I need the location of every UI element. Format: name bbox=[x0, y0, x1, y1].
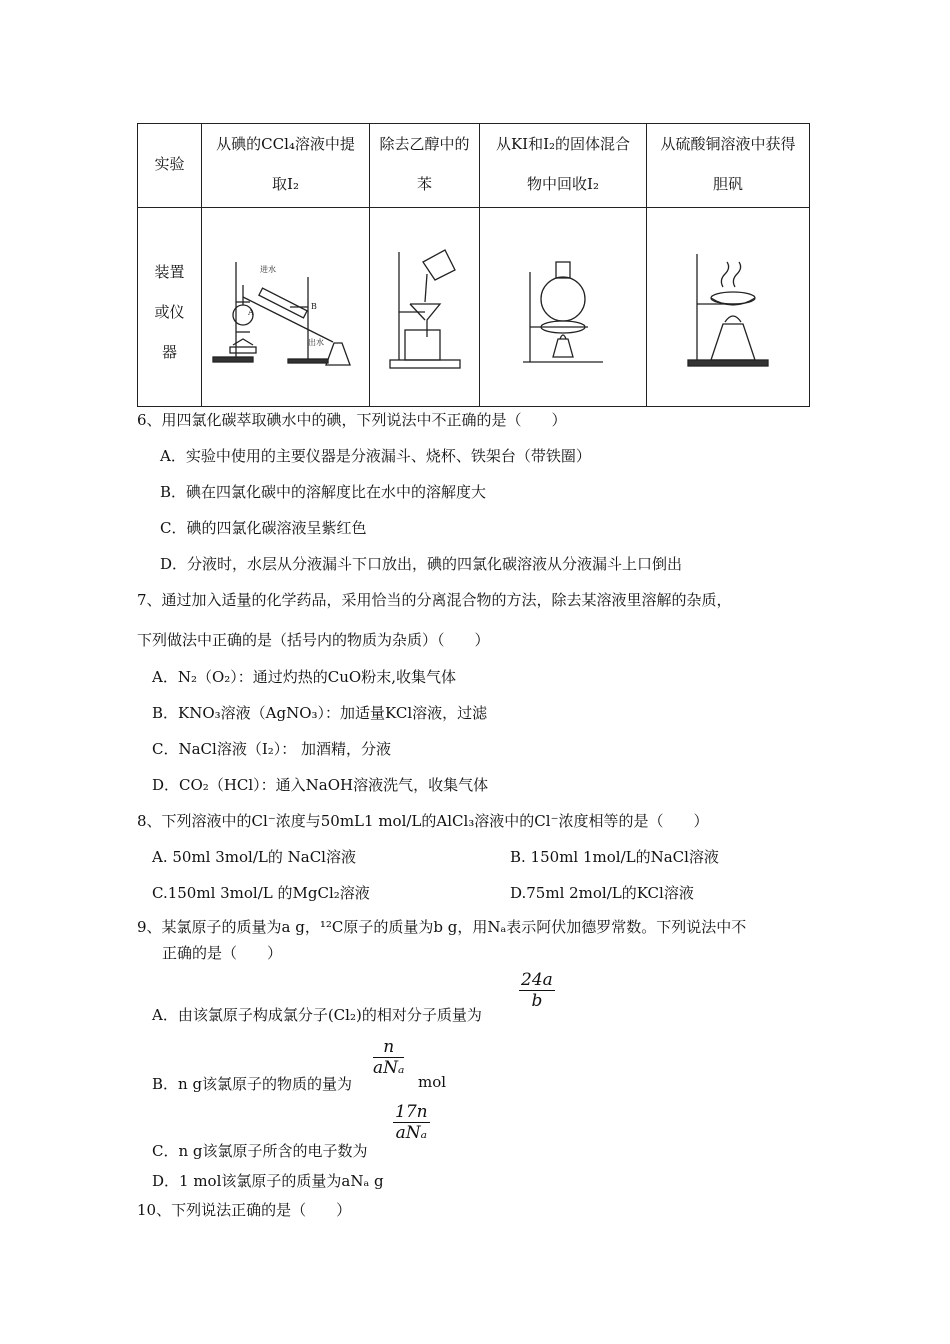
table-row-label: 装置 或仪 器 bbox=[138, 208, 202, 407]
q7-option-d: D．CO₂（HCl）：通入NaOH溶液洗气，收集气体 bbox=[152, 776, 489, 794]
q8-option-d: D.75ml 2mol/L的KCl溶液 bbox=[510, 884, 694, 902]
q6-stem: 6、用四氯化碳萃取碘水中的碘，下列说法中不正确的是（ ） bbox=[137, 411, 567, 429]
sublimation-icon bbox=[518, 247, 608, 367]
table-header-label: 实验 bbox=[138, 124, 202, 208]
q9-stem-line2: 正确的是（ ） bbox=[162, 944, 283, 962]
distillation-apparatus-figure bbox=[202, 208, 370, 407]
svg-text:出水: 出水 bbox=[308, 338, 324, 347]
evaporation-apparatus-figure bbox=[647, 208, 810, 407]
q6-option-d: D．分液时，水层从分液漏斗下口放出，碘的四氯化碳溶液从分液漏斗上口倒出 bbox=[160, 555, 683, 573]
q8-option-a: A. 50ml 3mol/L的 NaCl溶液 bbox=[152, 848, 356, 866]
q9-option-c: C．n g该氯原子所含的电子数为 bbox=[152, 1142, 368, 1160]
svg-text:进水: 进水 bbox=[260, 265, 276, 274]
q9-option-b-fraction: n aNₐ bbox=[373, 1037, 405, 1078]
q9-option-c-fraction: 17n aNₐ bbox=[395, 1102, 428, 1143]
q9-option-d: D．1 mol该氯原子的质量为aNₐ g bbox=[152, 1172, 384, 1190]
q8-option-b: B. 150ml 1mol/L的NaCl溶液 bbox=[510, 848, 719, 866]
q6-option-b: B．碘在四氯化碳中的溶解度比在水中的溶解度大 bbox=[160, 483, 487, 501]
q9-option-a-fraction: $\frac{24a}{b}$ bbox=[521, 970, 553, 1011]
q6-option-c: C．碘的四氯化碳溶液呈紫红色 bbox=[160, 519, 367, 537]
q8-stem: 8、下列溶液中的Cl⁻浓度与50mL1 mol/L的AlCl₃溶液中的Cl⁻浓度相等的是（ ） bbox=[137, 812, 709, 830]
q7-option-a: A．N₂（O₂）：通过灼热的CuO粉末,收集气体 bbox=[152, 668, 456, 686]
q7-stem-line2: 下列做法中正确的是（括号内的物质为杂质）（ ） bbox=[137, 631, 490, 649]
q9-option-b-unit: mol bbox=[418, 1073, 447, 1091]
q7-stem-line1: 7、通过加入适量的化学药品，采用恰当的分离混合物的方法，除去某溶液里溶解的杂质， bbox=[137, 591, 732, 609]
experiment-table bbox=[137, 123, 810, 407]
q7-option-b: B．KNO₃溶液（AgNO₃）：加适量KCl溶液，过滤 bbox=[152, 704, 488, 722]
q9-option-a: A．由该氯原子构成氯分子(Cl₂)的相对分子质量为 bbox=[152, 1006, 482, 1024]
evaporation-icon bbox=[683, 242, 773, 372]
q9-stem-line1: 9、某氯原子的质量为a g，¹²C原子的质量为b g，用Nₐ表示阿伏加德罗常数。下列说法中不 bbox=[137, 918, 747, 936]
q10-stem: 10、下列说法正确的是（ ） bbox=[137, 1201, 352, 1219]
filtration-apparatus-figure bbox=[370, 208, 480, 407]
filtration-icon bbox=[385, 242, 465, 372]
q6-option-a: A．实验中使用的主要仪器是分液漏斗、烧杯、铁架台（带铁圈） bbox=[160, 447, 591, 465]
svg-text:A: A bbox=[248, 308, 254, 317]
table-col-4: 从硫酸铜溶液中获得 胆矾 bbox=[647, 124, 810, 208]
svg-text:B: B bbox=[311, 302, 317, 311]
q9-option-b: B．n g该氯原子的物质的量为 bbox=[152, 1075, 353, 1093]
distillation-icon bbox=[208, 247, 363, 367]
sublimation-apparatus-figure bbox=[480, 208, 647, 407]
table-col-1: 从碘的CCl₄溶液中提 取I₂ bbox=[202, 124, 370, 208]
table-col-3: 从KI和I₂的固体混合 物中回收I₂ bbox=[480, 124, 647, 208]
q7-option-c: C．NaCl溶液（I₂）： 加酒精，分液 bbox=[152, 740, 392, 758]
q8-option-c: C.150ml 3mol/L 的MgCl₂溶液 bbox=[152, 884, 370, 902]
table-col-2: 除去乙醇中的 苯 bbox=[370, 124, 480, 208]
